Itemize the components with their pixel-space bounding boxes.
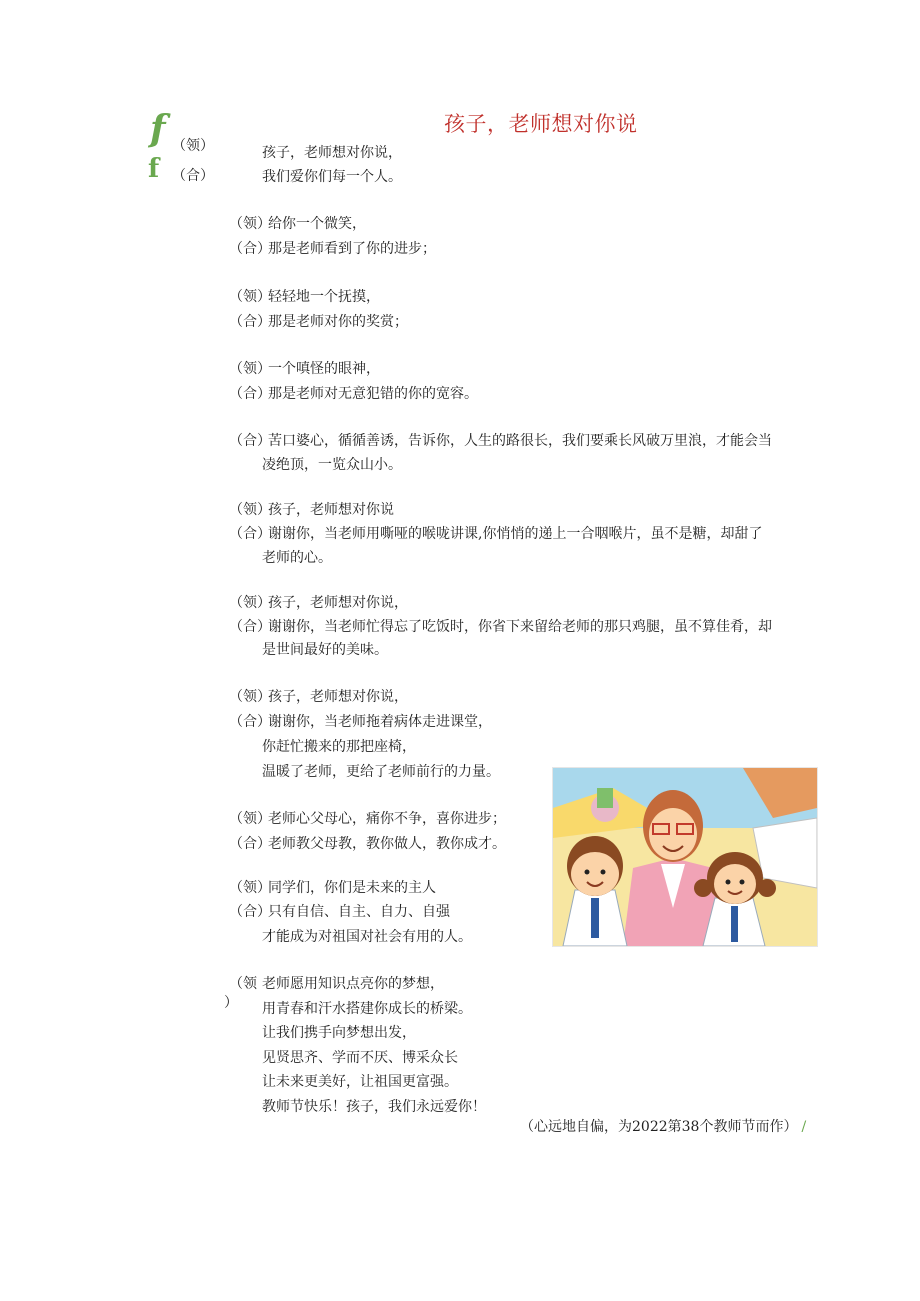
poem-line: 凌绝顶，一览众山小。 <box>262 457 402 473</box>
poem-line: 苦口婆心，循循善诱，告诉你，人生的路很长，我们要乘长风破万里浪，才能会当 <box>268 433 772 449</box>
poem-line: 老师心父母心，痛你不争，喜你进步； <box>268 811 506 827</box>
decorative-letter-mark: f <box>148 154 160 184</box>
poem-line: 让未来更美好，让祖国更富强。 <box>262 1074 458 1090</box>
poem-line: 见贤思齐、学而不厌、博采众长 <box>262 1050 458 1066</box>
poem-line: 那是老师对无意犯错的你的宽容。 <box>268 386 478 402</box>
poem-line: 你赶忙搬来的那把座椅， <box>262 739 416 755</box>
lead-tag: （领） <box>229 289 271 305</box>
poem-line: 一个嗔怪的眼神， <box>268 361 380 377</box>
all-tag: （合） <box>229 619 271 635</box>
page-title: 孩子，老师想对你说 <box>444 112 638 136</box>
lead-tag: （领 <box>229 976 257 992</box>
poem-line: 只有自信、自主、自力、自强 <box>268 904 450 920</box>
attribution-text: （心远地自偏，为2022第38个教师节而作） <box>520 1119 798 1135</box>
all-tag: （合） <box>229 904 271 920</box>
lead-tag: （领） <box>229 880 271 896</box>
poem-line: 老师教父母教，教你做人，教你成才。 <box>268 836 506 852</box>
poem-line: 我们爱你们每一个人。 <box>262 169 402 185</box>
poem-line: 那是老师对你的奖赏； <box>268 314 408 330</box>
poem-line: 才能成为对祖国对社会有用的人。 <box>262 929 472 945</box>
all-tag: （合） <box>172 168 214 184</box>
poem-line: 孩子，老师想对你说， <box>262 145 402 161</box>
poem-line: 教师节快乐！孩子，我们永远爱你！ <box>262 1099 486 1115</box>
poem-line: 谢谢你，当老师拖着病体走进课堂， <box>268 714 492 730</box>
lead-tag: （领） <box>229 811 271 827</box>
all-tag: （合） <box>229 714 271 730</box>
poem-line: 孩子，老师想对你说， <box>268 595 408 611</box>
lead-tag: （领） <box>229 595 271 611</box>
poem-line: 温暖了老师，更给了老师前行的力量。 <box>262 764 500 780</box>
poem-line: 老师的心。 <box>262 550 332 566</box>
poem-line: 是世间最好的美味。 <box>262 642 388 658</box>
all-tag: （合） <box>229 314 271 330</box>
lead-tag: （领） <box>229 689 271 705</box>
all-tag: （合） <box>229 386 271 402</box>
poem-line: 给你一个微笑， <box>268 216 366 232</box>
teacher-children-illustration <box>552 767 818 947</box>
all-tag: （合） <box>229 241 271 257</box>
poem-line: 孩子，老师想对你说， <box>268 689 408 705</box>
all-tag: （合） <box>229 526 271 542</box>
lead-tag-close: ） <box>224 995 238 1011</box>
all-tag: （合） <box>229 433 271 449</box>
poem-line: 谢谢你，当老师用嘶哑的喉咙讲课,你悄悄的递上一合咽喉片，虽不是糖，却甜了 <box>268 526 763 542</box>
lead-tag: （领） <box>229 216 271 232</box>
poem-line: 那是老师看到了你的进步； <box>268 241 436 257</box>
lead-tag: （领） <box>229 361 271 377</box>
lead-tag: （领） <box>229 502 271 518</box>
poem-line: 让我们携手向梦想出发， <box>262 1025 416 1041</box>
poem-line: 老师愿用知识点亮你的梦想， <box>262 976 444 992</box>
all-tag: （合） <box>229 836 271 852</box>
poem-line: 用青春和汗水搭建你成长的桥梁。 <box>262 1001 472 1017</box>
poem-line: 轻轻地一个抚摸， <box>268 289 380 305</box>
poem-line: 谢谢你，当老师忙得忘了吃饭时，你省下来留给老师的那只鸡腿，虽不算佳肴，却 <box>268 619 772 635</box>
poem-line: 孩子，老师想对你说 <box>268 502 394 518</box>
decorative-letter-mark: f <box>150 108 166 150</box>
poem-line: 同学们，你们是未来的主人 <box>268 880 436 896</box>
slash-mark: / <box>801 1119 807 1135</box>
lead-tag: （领） <box>172 138 214 154</box>
teacher-children-illustration-graphic <box>553 768 817 946</box>
attribution-line <box>520 1116 806 1136</box>
